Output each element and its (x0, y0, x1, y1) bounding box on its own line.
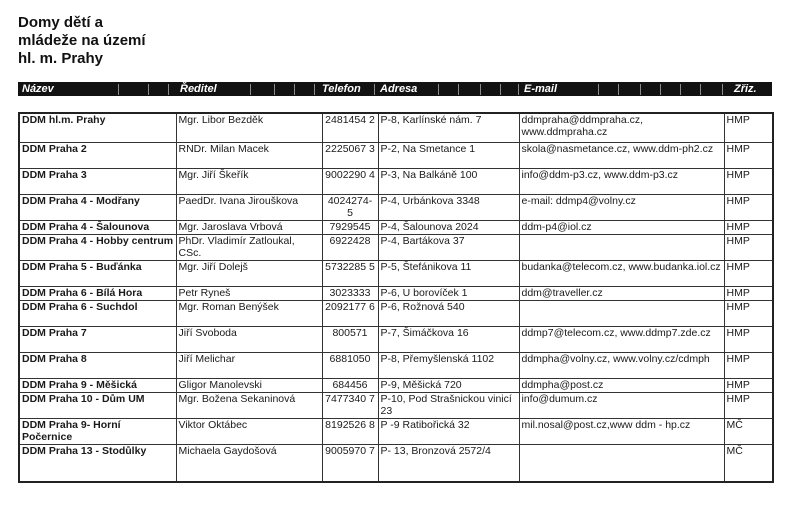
table-row (19, 300, 773, 326)
cell-name: DDM Praha 7 (19, 326, 176, 352)
cell-phone: 2481454 2 (322, 113, 378, 142)
table-row (19, 418, 773, 444)
cell-email: budanka@telecom.cz, www.budanka.iol.cz (519, 260, 724, 286)
cell-email (519, 300, 724, 326)
cell-email: ddmpha@volny.cz, www.volny.cz/cdmph (519, 352, 724, 378)
cell-director: PhDr. Vladimír Zatloukal, CSc. (176, 234, 322, 260)
table-row (19, 168, 773, 194)
cell-email: info@ddm-p3.cz, www.ddm-p3.cz (519, 168, 724, 194)
cell-address: P -9 Ratibořická 32 (378, 418, 519, 444)
cell-address: P-4, Šalounova 2024 (378, 220, 519, 234)
cell-name: DDM Praha 8 (19, 352, 176, 378)
cell-name: DDM Praha 3 (19, 168, 176, 194)
cell-address: P-2, Na Smetance 1 (378, 142, 519, 168)
cell-founder: HMP (724, 234, 773, 260)
header-address: Adresa (380, 83, 418, 95)
cell-email: ddmpraha@ddmpraha.cz, www.ddmpraha.cz (519, 113, 724, 142)
table-row (19, 142, 773, 168)
cell-founder: HMP (724, 286, 773, 300)
cell-email: ddmpha@post.cz (519, 378, 724, 392)
header-divider (294, 84, 295, 95)
header-divider (274, 84, 275, 95)
cell-director: Mgr. Jiří Škeřík (176, 168, 322, 194)
cell-phone: 7929545 (322, 220, 378, 234)
header-divider (168, 84, 169, 95)
cell-director: Michaela Gaydošová (176, 444, 322, 482)
header-divider (148, 84, 149, 95)
header-divider (640, 84, 641, 95)
cell-founder: HMP (724, 220, 773, 234)
cell-address: P-7, Šimáčkova 16 (378, 326, 519, 352)
cell-address: P- 13, Bronzová 2572/4 (378, 444, 519, 482)
document-title (18, 14, 318, 68)
cell-founder: HMP (724, 300, 773, 326)
cell-founder: HMP (724, 392, 773, 418)
cell-name: DDM Praha 6 - Bílá Hora (19, 286, 176, 300)
cell-address: P-10, Pod Strašnickou vinicí 23 (378, 392, 519, 418)
cell-phone: 2092177 6 (322, 300, 378, 326)
header-divider (660, 84, 661, 95)
cell-name: DDM Praha 13 - Stodůlky (19, 444, 176, 482)
header-divider (374, 84, 375, 95)
cell-address: P-8, Karlínské nám. 7 (378, 113, 519, 142)
title-line: mládeže na území (18, 32, 146, 49)
header-divider (722, 84, 723, 95)
cell-phone: 800571 (322, 326, 378, 352)
table-row (19, 260, 773, 286)
cell-name: DDM Praha 4 - Hobby centrum (19, 234, 176, 260)
table-row (19, 286, 773, 300)
cell-founder: HMP (724, 352, 773, 378)
table-row (19, 234, 773, 260)
header-divider (680, 84, 681, 95)
cell-phone: 6881050 (322, 352, 378, 378)
cell-phone: 8192526 8 (322, 418, 378, 444)
cell-name: DDM Praha 10 - Dům UM (19, 392, 176, 418)
cell-name: DDM Praha 6 - Suchdol (19, 300, 176, 326)
header-name: Název (22, 83, 54, 95)
header-divider (314, 84, 315, 95)
cell-director: Jiří Svoboda (176, 326, 322, 352)
cell-name: DDM Praha 5 - Buďánka (19, 260, 176, 286)
cell-address: P-4, Bartákova 37 (378, 234, 519, 260)
header-divider (518, 84, 519, 95)
cell-director: Petr Ryneš (176, 286, 322, 300)
cell-phone: 5732285 5 (322, 260, 378, 286)
header-divider (500, 84, 501, 95)
header-divider (458, 84, 459, 95)
cell-founder: HMP (724, 194, 773, 220)
cell-address: P-6, Rožnová 540 (378, 300, 519, 326)
cell-phone: 684456 (322, 378, 378, 392)
cell-director: RNDr. Milan Macek (176, 142, 322, 168)
cell-email: e-mail: ddmp4@volny.cz (519, 194, 724, 220)
cell-phone: 6922428 (322, 234, 378, 260)
ddm-table (18, 112, 774, 483)
cell-director: Mgr. Roman Benýšek (176, 300, 322, 326)
cell-email: ddm@traveller.cz (519, 286, 724, 300)
cell-phone: 4024274- 5 (322, 194, 378, 220)
cell-director: Viktor Oktábec (176, 418, 322, 444)
cell-name: DDM Praha 4 - Šalounova (19, 220, 176, 234)
header-divider (700, 84, 701, 95)
cell-director: Jiří Melichar (176, 352, 322, 378)
header-divider (480, 84, 481, 95)
table-row (19, 392, 773, 418)
table-row (19, 352, 773, 378)
cell-director: PaedDr. Ivana Jirouškova (176, 194, 322, 220)
cell-email: ddmp7@telecom.cz, www.ddmp7.zde.cz (519, 326, 724, 352)
cell-address: P-8, Přemyšlenská 1102 (378, 352, 519, 378)
header-phone: Telefon (322, 83, 361, 95)
cell-phone: 3023333 (322, 286, 378, 300)
header-divider (438, 84, 439, 95)
cell-address: P-6, U borovíček 1 (378, 286, 519, 300)
table-row (19, 194, 773, 220)
title-line: Domy dětí a (18, 14, 104, 31)
header-founder: Zřiz. (734, 83, 757, 95)
table-row (19, 378, 773, 392)
cell-email: ddm-p4@iol.cz (519, 220, 724, 234)
header-divider (618, 84, 619, 95)
cell-email (519, 234, 724, 260)
cell-founder: MČ (724, 444, 773, 482)
cell-director: Mgr. Božena Sekaninová (176, 392, 322, 418)
cell-founder: HMP (724, 260, 773, 286)
cell-director: Mgr. Jiří Dolejš (176, 260, 322, 286)
cell-email: info@dumum.cz (519, 392, 724, 418)
cell-founder: HMP (724, 113, 773, 142)
cell-email (519, 444, 724, 482)
header-email: E-mail (524, 83, 558, 95)
header-divider (250, 84, 251, 95)
header-divider (118, 84, 119, 95)
cell-email: skola@nasmetance.cz, www.ddm-ph2.cz (519, 142, 724, 168)
cell-director: Gligor Manolevski (176, 378, 322, 392)
cell-phone: 2225067 3 (322, 142, 378, 168)
cell-phone: 7477340 7 (322, 392, 378, 418)
cell-founder: MČ (724, 418, 773, 444)
header-director: Ředitel (180, 83, 217, 95)
cell-address: P-3, Na Balkáně 100 (378, 168, 519, 194)
title-line: hl. m. Prahy (18, 50, 104, 67)
cell-director: Mgr. Libor Bezděk (176, 113, 322, 142)
cell-name: DDM hl.m. Prahy (19, 113, 176, 142)
column-header-bar (18, 82, 772, 96)
cell-name: DDM Praha 9 - Měšická (19, 378, 176, 392)
cell-address: P-4, Urbánkova 3348 (378, 194, 519, 220)
header-divider (598, 84, 599, 95)
cell-founder: HMP (724, 168, 773, 194)
cell-email: mil.nosal@post.cz,www ddm - hp.cz (519, 418, 724, 444)
cell-phone: 9005970 7 (322, 444, 378, 482)
cell-founder: HMP (724, 142, 773, 168)
cell-director: Mgr. Jaroslava Vrbová (176, 220, 322, 234)
cell-founder: HMP (724, 326, 773, 352)
table-row (19, 326, 773, 352)
cell-name: DDM Praha 2 (19, 142, 176, 168)
cell-address: P-9, Měšická 720 (378, 378, 519, 392)
table-row (19, 444, 773, 482)
cell-founder: HMP (724, 378, 773, 392)
cell-phone: 9002290 4 (322, 168, 378, 194)
table-row (19, 113, 773, 142)
cell-address: P-5, Štefánikova 11 (378, 260, 519, 286)
cell-name: DDM Praha 9- Horní Počernice (19, 418, 176, 444)
table-row (19, 220, 773, 234)
cell-name: DDM Praha 4 - Modřany (19, 194, 176, 220)
